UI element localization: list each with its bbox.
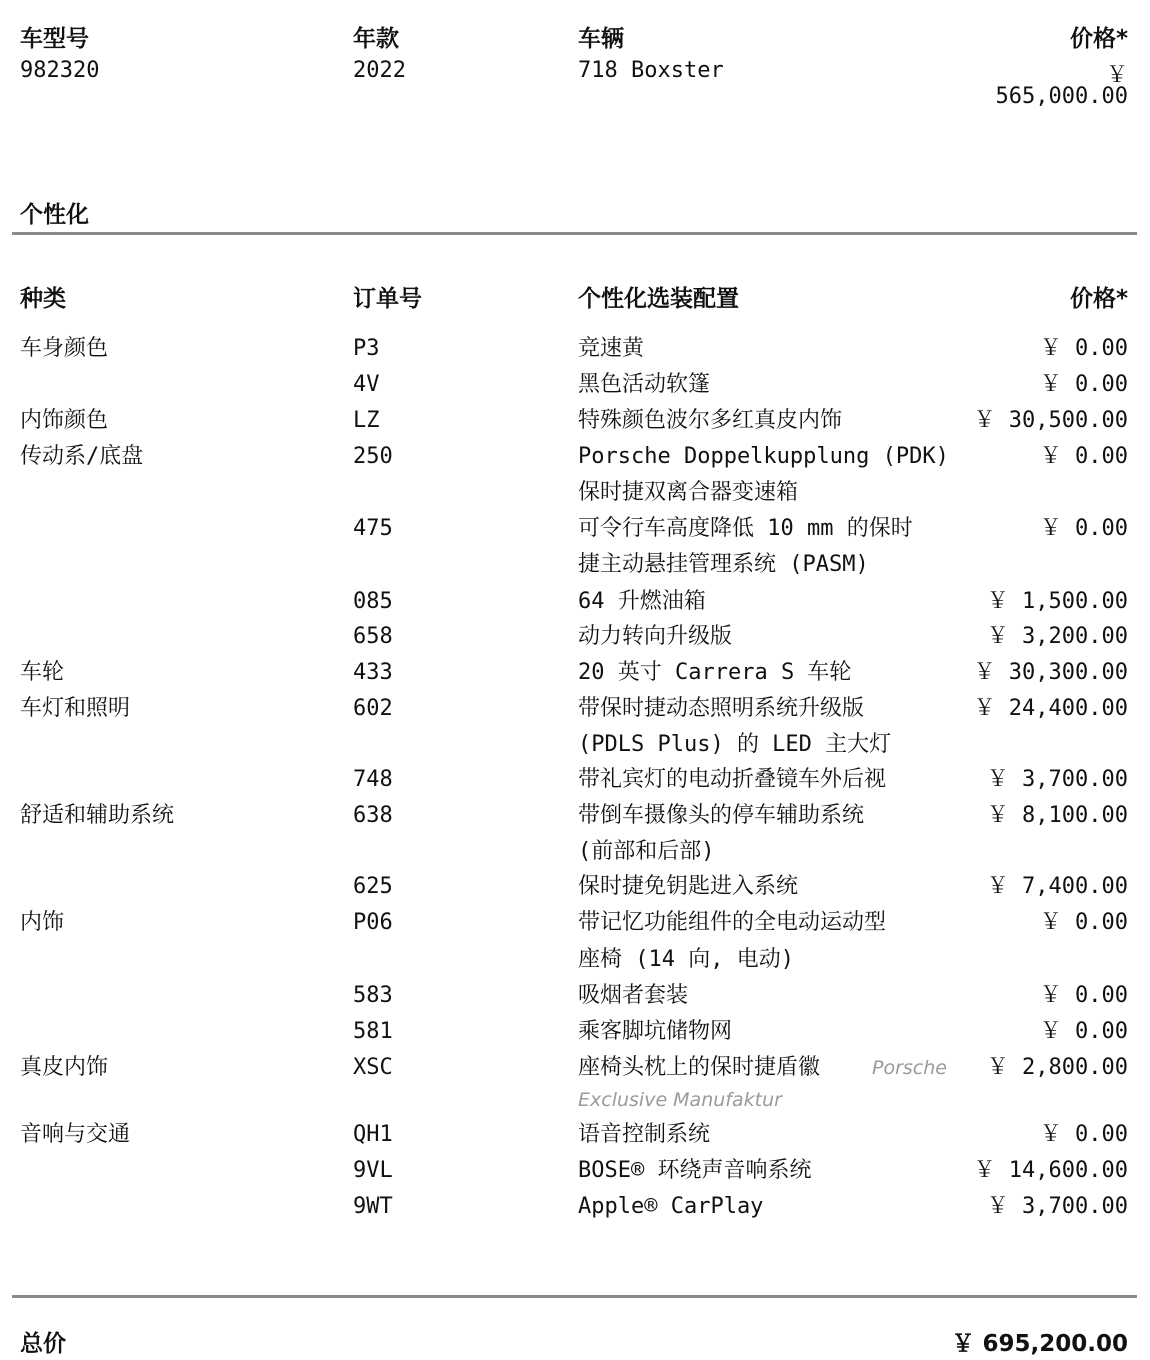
- row-order-code: 638: [353, 803, 393, 828]
- row-option-desc: 竞速黄: [578, 336, 645, 361]
- row-option-desc: 可令行车高度降低 10 mm 的保时: [578, 516, 913, 541]
- table-row: [0, 798, 1150, 864]
- row-order-code: 085: [353, 589, 393, 614]
- row-option-desc-line2: (前部和后部): [578, 839, 715, 864]
- column-header-order: 订单号: [353, 286, 422, 312]
- base-price-currency: ￥: [1105, 63, 1128, 88]
- table-row: [0, 511, 1150, 577]
- row-option-desc: 20 英寸 Carrera S 车轮: [578, 660, 852, 685]
- row-option-desc: BOSE® 环绕声音响系统: [578, 1158, 812, 1183]
- brand-exclusive-manufaktur: Exclusive Manufaktur: [578, 1089, 782, 1111]
- total-divider: [12, 1295, 1137, 1298]
- row-order-code: LZ: [353, 408, 380, 433]
- row-order-code: 250: [353, 444, 393, 469]
- row-category: 真皮内饰: [20, 1055, 109, 1080]
- table-row: [0, 1117, 1150, 1153]
- row-price: ￥ 0.00: [1039, 336, 1128, 361]
- table-row: [0, 331, 1150, 367]
- row-price: ￥ 7,400.00: [986, 874, 1128, 899]
- row-category: 车轮: [20, 660, 65, 685]
- row-category: 车灯和照明: [20, 696, 131, 721]
- row-option-desc: 保时捷免钥匙进入系统: [578, 874, 799, 899]
- header-price-label: 价格*: [1069, 26, 1128, 52]
- row-option-desc: 语音控制系统: [578, 1122, 711, 1147]
- row-option-desc: Porsche Doppelkupplung (PDK): [578, 444, 949, 469]
- table-row: [0, 691, 1150, 757]
- row-price: ￥ 0.00: [1039, 516, 1128, 541]
- row-order-code: 581: [353, 1019, 393, 1044]
- row-order-code: 475: [353, 516, 393, 541]
- header-model-label: 车型号: [20, 26, 89, 52]
- row-category: 传动系/底盘: [20, 444, 144, 469]
- row-price: ￥ 24,400.00: [973, 696, 1128, 721]
- row-category: 音响与交通: [20, 1122, 131, 1147]
- row-category: 内饰: [20, 910, 65, 935]
- row-option-desc: 带礼宾灯的电动折叠镜车外后视: [578, 767, 887, 792]
- row-option-desc: Apple® CarPlay: [578, 1194, 764, 1219]
- row-category: 舒适和辅助系统: [20, 803, 175, 828]
- table-row: [0, 619, 1150, 655]
- row-price: ￥ 0.00: [1039, 983, 1128, 1008]
- row-order-code: 4V: [353, 372, 380, 397]
- model-year: 2022: [353, 58, 406, 83]
- row-option-desc: 座椅头枕上的保时捷盾徽: [578, 1055, 821, 1080]
- row-price: ￥ 3,700.00: [986, 767, 1128, 792]
- row-option-desc: 带倒车摄像头的停车辅助系统: [578, 803, 865, 828]
- row-order-code: 625: [353, 874, 393, 899]
- row-option-desc-line2: 座椅 (14 向, 电动): [578, 947, 794, 972]
- header-year-label: 年款: [353, 26, 399, 52]
- row-order-code: P3: [353, 336, 380, 361]
- vehicle-name: 718 Boxster: [578, 58, 724, 83]
- row-option-desc: 特殊颜色波尔多红真皮内饰: [578, 408, 843, 433]
- row-option-desc-line2: (PDLS Plus) 的 LED 主大灯: [578, 732, 892, 757]
- model-number: 982320: [20, 58, 100, 83]
- total-price: ￥ 695,200.00: [951, 1331, 1128, 1357]
- table-row: [0, 1153, 1150, 1189]
- row-order-code: 583: [353, 983, 393, 1008]
- table-row: [0, 1014, 1150, 1050]
- row-option-desc: 乘客脚坑储物网: [578, 1019, 733, 1044]
- table-row: [0, 403, 1150, 439]
- table-row: [0, 439, 1150, 505]
- table-row: [0, 978, 1150, 1014]
- brand-porsche: Porsche: [872, 1057, 947, 1079]
- column-header-option: 个性化选装配置: [578, 286, 739, 312]
- total-label: 总价: [20, 1331, 66, 1357]
- row-order-code: 658: [353, 624, 393, 649]
- row-price: ￥ 0.00: [1039, 910, 1128, 935]
- table-row: [0, 1189, 1150, 1225]
- table-row: [0, 1050, 1150, 1111]
- table-row: [0, 655, 1150, 691]
- table-row: [0, 905, 1150, 972]
- row-option-desc-line2: 保时捷双离合器变速箱: [578, 480, 799, 505]
- row-category: 内饰颜色: [20, 408, 109, 433]
- row-order-code: 748: [353, 767, 393, 792]
- row-price: ￥ 0.00: [1039, 1019, 1128, 1044]
- row-option-desc: 带记忆功能组件的全电动运动型: [578, 910, 887, 935]
- row-price: ￥ 2,800.00: [986, 1055, 1128, 1080]
- column-header-price: 价格*: [1069, 286, 1128, 312]
- row-option-desc: 吸烟者套装: [578, 983, 689, 1008]
- row-price: ￥ 3,200.00: [986, 624, 1128, 649]
- row-order-code: 9WT: [353, 1194, 393, 1219]
- row-price: ￥ 0.00: [1039, 1122, 1128, 1147]
- row-order-code: XSC: [353, 1055, 393, 1080]
- row-price: ￥ 30,300.00: [973, 660, 1128, 685]
- row-price: ￥ 0.00: [1039, 372, 1128, 397]
- table-row: [0, 762, 1150, 798]
- row-price: ￥ 1,500.00: [986, 589, 1128, 614]
- table-row: [0, 869, 1150, 905]
- base-price: 565,000.00: [995, 84, 1128, 109]
- table-row: [0, 584, 1150, 620]
- row-price: ￥ 8,100.00: [986, 803, 1128, 828]
- row-option-desc-line2: 捷主动悬挂管理系统 (PASM): [578, 552, 869, 577]
- row-option-desc: 动力转向升级版: [578, 624, 733, 649]
- section-divider: [12, 232, 1137, 235]
- row-option-desc: 带保时捷动态照明系统升级版: [578, 696, 865, 721]
- table-row: [0, 367, 1150, 403]
- row-order-code: 602: [353, 696, 393, 721]
- row-category: 车身颜色: [20, 336, 109, 361]
- row-price: ￥ 14,600.00: [973, 1158, 1128, 1183]
- row-price: ￥ 0.00: [1039, 444, 1128, 469]
- row-price: ￥ 30,500.00: [973, 408, 1128, 433]
- row-option-desc: 黑色活动软篷: [578, 372, 711, 397]
- row-option-desc: 64 升燃油箱: [578, 589, 706, 614]
- row-price: ￥ 3,700.00: [986, 1194, 1128, 1219]
- row-order-code: 433: [353, 660, 393, 685]
- section-title: 个性化: [20, 202, 89, 228]
- row-order-code: QH1: [353, 1122, 393, 1147]
- header-vehicle-label: 车辆: [578, 26, 624, 52]
- row-order-code: 9VL: [353, 1158, 393, 1183]
- row-order-code: P06: [353, 910, 393, 935]
- column-header-category: 种类: [20, 286, 66, 312]
